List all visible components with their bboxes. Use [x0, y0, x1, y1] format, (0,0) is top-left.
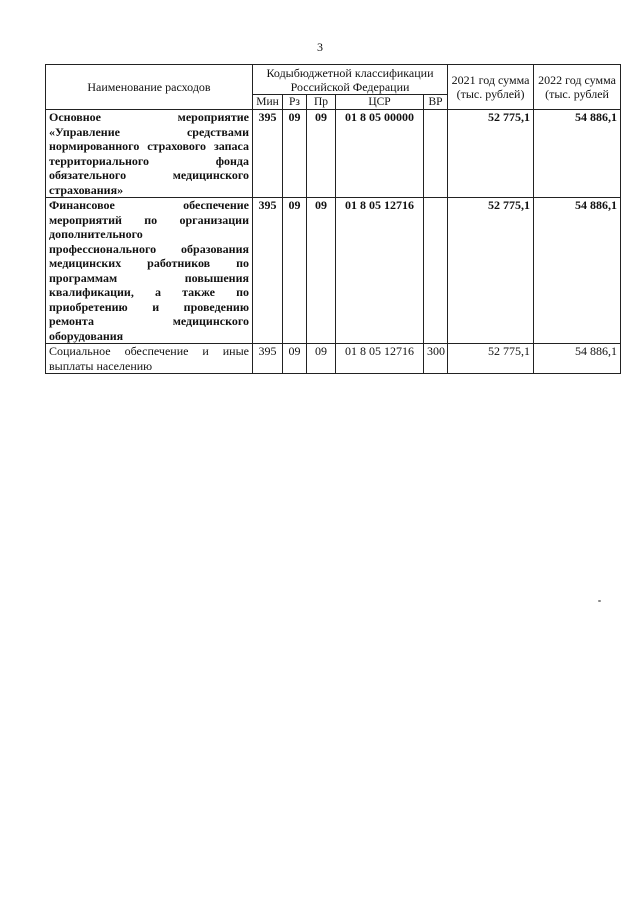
row-name: Основное мероприятие «Управление средствами нормированного страхового запаса территориального фонда обязательного медицинского страхования» [46, 110, 253, 198]
header-rz: Рз [283, 95, 307, 110]
row-sum-2021: 52 775,1 [448, 198, 534, 344]
table-header-row [46, 65, 621, 95]
row-rz: 09 [283, 198, 307, 344]
row-min: 395 [253, 198, 283, 344]
row-csr: 01 8 05 00000 [336, 110, 424, 198]
row-min: 395 [253, 110, 283, 198]
table-row [46, 344, 621, 374]
header-csr: ЦСР [336, 95, 424, 110]
row-pr: 09 [307, 198, 336, 344]
row-sum-2021: 52 775,1 [448, 110, 534, 198]
row-pr: 09 [307, 344, 336, 374]
scan-speck [598, 600, 601, 602]
table-row [46, 198, 621, 344]
row-name: Социальное обеспечение и иные выплаты населению [46, 344, 253, 374]
header-codes: Кодыбюджетной классификации Российской Федерации [253, 65, 448, 95]
row-sum-2021: 52 775,1 [448, 344, 534, 374]
row-csr: 01 8 05 12716 [336, 344, 424, 374]
header-2022: 2022 год сумма (тыс. рублей [534, 65, 621, 110]
page-number: 3 [317, 40, 323, 54]
row-min: 395 [253, 344, 283, 374]
row-name: Финансовое обеспечение мероприятий по организации дополнительного профессионального образования медицинских работников по программам повышения квалификации, а также по приобретению и проведению ремонта медицинского оборудования [46, 198, 253, 344]
row-rz: 09 [283, 344, 307, 374]
table-row [46, 110, 621, 198]
budget-table [45, 64, 621, 374]
row-rz: 09 [283, 110, 307, 198]
header-min: Мин [253, 95, 283, 110]
header-vr: ВР [424, 95, 448, 110]
row-csr: 01 8 05 12716 [336, 198, 424, 344]
row-vr [424, 198, 448, 344]
header-2021: 2021 год сумма (тыс. рублей) [448, 65, 534, 110]
row-vr: 300 [424, 344, 448, 374]
row-sum-2022: 54 886,1 [534, 344, 621, 374]
row-vr [424, 110, 448, 198]
row-sum-2022: 54 886,1 [534, 198, 621, 344]
header-pr: Пр [307, 95, 336, 110]
row-pr: 09 [307, 110, 336, 198]
row-sum-2022: 54 886,1 [534, 110, 621, 198]
header-name: Наименование расходов [46, 65, 253, 110]
